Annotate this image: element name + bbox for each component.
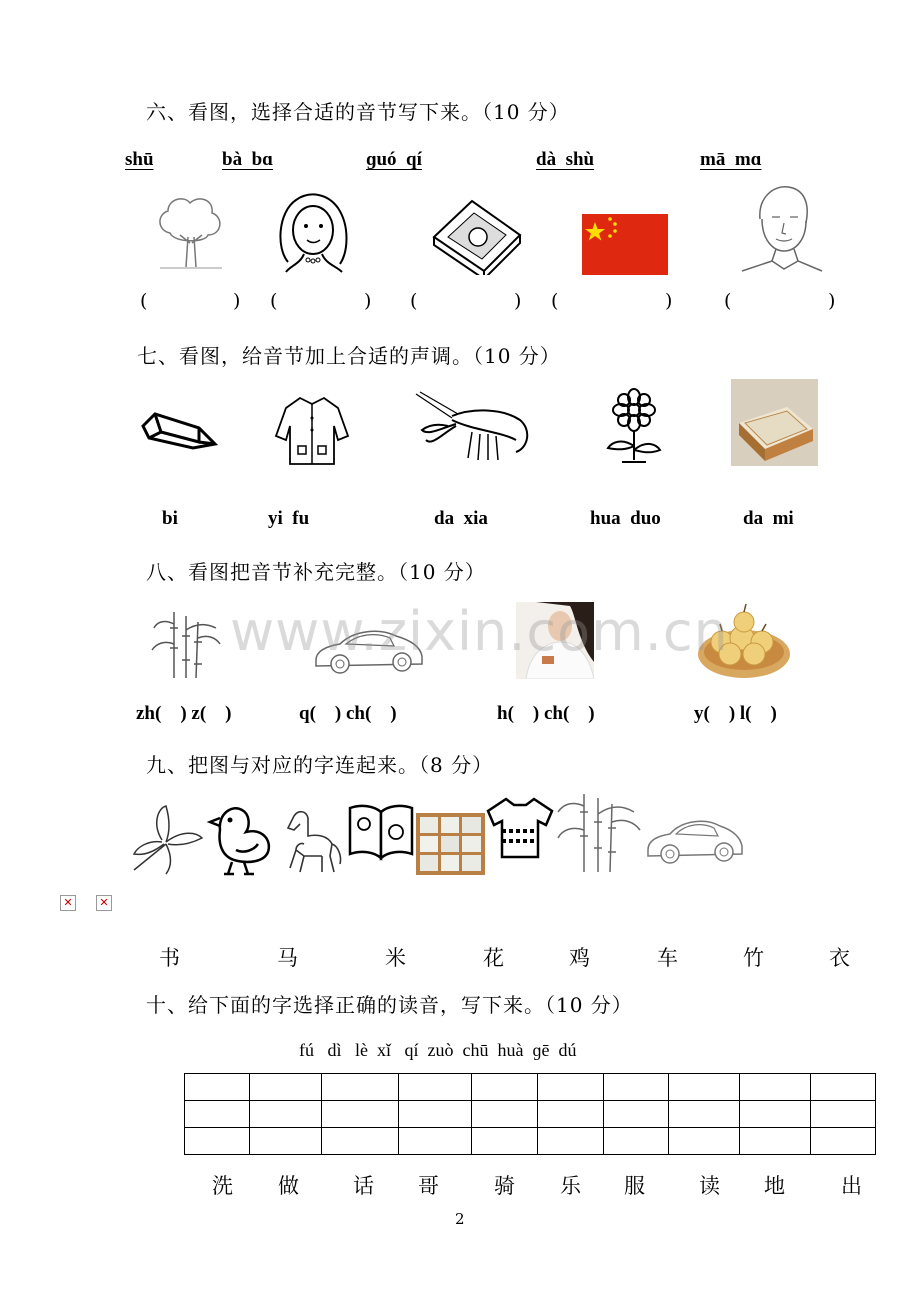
character: 米	[385, 946, 406, 970]
grid-cell[interactable]	[322, 1128, 399, 1155]
broken-image-icon: ✕	[96, 895, 112, 911]
syllable: zh( ) z( )	[136, 703, 232, 724]
character: 哥	[418, 1174, 439, 1198]
car-icon	[644, 806, 744, 874]
grid-cell[interactable]	[472, 1074, 538, 1101]
grid-cell[interactable]	[250, 1128, 322, 1155]
grid-cell[interactable]	[811, 1101, 876, 1128]
syllable: mā mɑ	[700, 149, 762, 170]
chick-icon	[206, 800, 276, 876]
section7-heading: 七、看图，给音节加上合适的声调。（10 分）	[137, 344, 561, 368]
shirt-icon	[486, 795, 554, 861]
syllable: h( ) ch( )	[497, 703, 595, 724]
syllable: bà bɑ	[222, 149, 274, 170]
character: 读	[699, 1174, 720, 1198]
character: 做	[278, 1174, 299, 1198]
syllable: da xia	[434, 508, 488, 529]
bamboo-icon	[556, 788, 644, 874]
picture-book-icon	[346, 800, 416, 862]
grid-cell[interactable]	[740, 1128, 811, 1155]
grid-cell[interactable]	[740, 1101, 811, 1128]
grid-cell[interactable]	[472, 1101, 538, 1128]
grid-row	[185, 1101, 876, 1128]
syllable: shū	[125, 149, 154, 170]
syllable: da mi	[743, 508, 794, 529]
grid-cell[interactable]	[472, 1128, 538, 1155]
grid-cell[interactable]	[538, 1101, 604, 1128]
grid-cell[interactable]	[399, 1074, 472, 1101]
grid-cell[interactable]	[185, 1074, 250, 1101]
character: 话	[353, 1174, 374, 1198]
tree-icon	[150, 193, 230, 273]
syllable: dà shù	[536, 149, 595, 170]
syllable: q( ) ch( )	[299, 703, 397, 724]
man-face-icon	[738, 183, 824, 275]
grid-cell[interactable]	[250, 1101, 322, 1128]
section10-heading: 十、给下面的字选择正确的读音，写下来。（10 分）	[146, 993, 633, 1017]
blank-close: )	[233, 290, 241, 312]
grid-cell[interactable]	[399, 1128, 472, 1155]
blank-close: )	[364, 290, 372, 312]
grid-cell[interactable]	[399, 1101, 472, 1128]
grid-cell[interactable]	[604, 1074, 669, 1101]
syllable: yi fu	[268, 508, 310, 529]
character: 服	[624, 1174, 645, 1198]
character: 洗	[212, 1174, 233, 1198]
character: 出	[841, 1174, 862, 1198]
grid-cell[interactable]	[740, 1074, 811, 1101]
grid-cell[interactable]	[604, 1101, 669, 1128]
bamboo-icon	[150, 608, 224, 682]
grid-cell[interactable]	[322, 1101, 399, 1128]
book-icon	[428, 195, 526, 275]
character: 衣	[829, 946, 850, 970]
pencil-icon	[137, 408, 219, 458]
grid-cell[interactable]	[185, 1101, 250, 1128]
section6-heading: 六、看图，选择合适的音节写下来。（10 分）	[146, 100, 570, 124]
grid-cell[interactable]	[604, 1128, 669, 1155]
grid-cell[interactable]	[811, 1074, 876, 1101]
syllable: y( ) l( )	[694, 703, 777, 724]
character: 乐	[560, 1174, 581, 1198]
answer-grid	[184, 1073, 876, 1155]
watermark: www.zixin.com.cn	[230, 600, 729, 663]
grid-row	[185, 1128, 876, 1155]
blank-open: (	[140, 290, 148, 312]
character: 竹	[743, 946, 764, 970]
syllable: hua duo	[590, 508, 661, 529]
rice-box-icon	[731, 379, 818, 466]
lily-flower-icon	[132, 804, 204, 876]
section8-heading: 八、看图把音节补充完整。（10 分）	[146, 560, 486, 584]
character: 书	[159, 946, 180, 970]
grid-cell[interactable]	[669, 1128, 740, 1155]
coat-icon	[272, 390, 352, 470]
character: 车	[657, 946, 678, 970]
grid-cell[interactable]	[669, 1074, 740, 1101]
horse-icon	[278, 806, 346, 876]
grid-cell[interactable]	[538, 1128, 604, 1155]
broken-image-icon: ✕	[60, 895, 76, 911]
flower-icon	[602, 388, 666, 466]
syllable: ɡuó qí	[366, 149, 422, 170]
blank-open: (	[551, 290, 559, 312]
blank-open: (	[270, 290, 278, 312]
blank-open: (	[410, 290, 418, 312]
character: 骑	[494, 1174, 515, 1198]
page-number: 2	[455, 1210, 465, 1228]
grid-cell[interactable]	[538, 1074, 604, 1101]
grid-cell[interactable]	[811, 1128, 876, 1155]
syllable-row: fú dì lè xǐ qí zuò chū huà ɡē dú	[299, 1040, 577, 1060]
grid-cell[interactable]	[669, 1101, 740, 1128]
character: 鸡	[569, 946, 590, 970]
section9-heading: 九、把图与对应的字连起来。（8 分）	[146, 753, 494, 777]
character: 地	[764, 1174, 785, 1198]
shrimp-icon	[412, 390, 536, 466]
grid-cell[interactable]	[250, 1074, 322, 1101]
grid-cell[interactable]	[322, 1074, 399, 1101]
rice-grid-icon	[416, 813, 485, 875]
flag-icon	[582, 214, 668, 275]
blank-close: )	[514, 290, 522, 312]
character: 花	[483, 946, 504, 970]
blank-open: (	[724, 290, 732, 312]
character: 马	[277, 946, 298, 970]
blank-close: )	[828, 290, 836, 312]
grid-cell[interactable]	[185, 1128, 250, 1155]
blank-close: )	[665, 290, 673, 312]
syllable: bi	[162, 508, 178, 529]
girl-face-icon	[270, 192, 356, 276]
grid-row	[185, 1074, 876, 1101]
